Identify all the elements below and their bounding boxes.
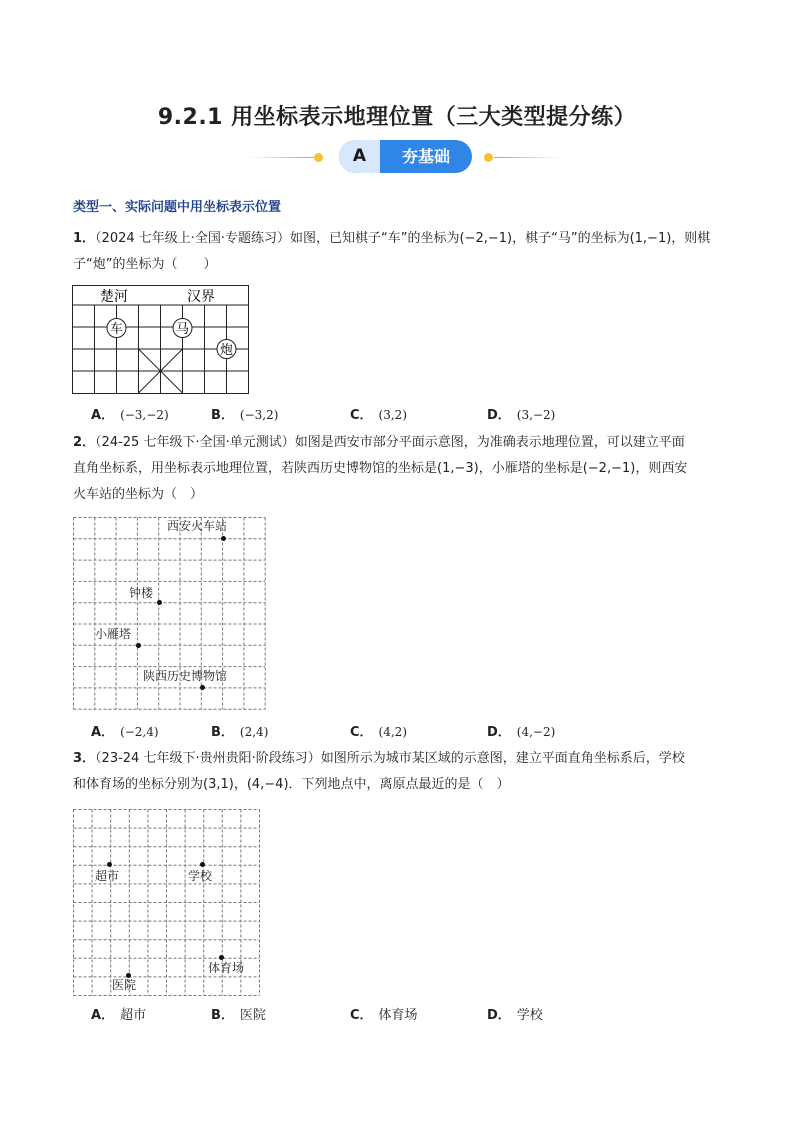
q3-option-b[interactable]: B． 医院	[211, 1008, 266, 1023]
page-title: 9.2.1 用坐标表示地理位置（三大类型提分练）	[157, 105, 637, 130]
chessboard-figure	[72, 285, 250, 397]
q3-option-c[interactable]: C． 体育场	[350, 1008, 418, 1023]
label-stadium: 体育场	[208, 961, 245, 975]
label-xian-station: 西安火车站	[167, 519, 228, 533]
label-supermarket: 超市	[95, 869, 120, 883]
point-school	[200, 862, 205, 867]
title-divider-right	[494, 157, 562, 158]
label-history-museum: 陕西历史博物馆	[143, 669, 228, 683]
q1-option-b[interactable]: B． (−3,2)	[211, 408, 279, 423]
q3-option-a[interactable]: A． 超市	[91, 1008, 147, 1023]
badge-letter: A	[339, 140, 380, 173]
point-xian-station	[221, 536, 226, 541]
question-line: 火车站的坐标为（ ）	[73, 487, 204, 502]
divider-dot-right	[484, 153, 493, 162]
piece-pao-label: 炮	[219, 343, 234, 358]
title-divider-left	[248, 157, 316, 158]
question-1	[73, 226, 723, 278]
label-school: 学校	[188, 869, 213, 883]
city-map-figure	[73, 809, 263, 997]
divider-dot-left	[314, 153, 323, 162]
q2-option-a[interactable]: A． (−2,4)	[91, 725, 159, 740]
xian-map-figure	[73, 517, 269, 711]
piece-ma	[173, 319, 192, 338]
piece-ma-label: 马	[175, 322, 190, 337]
piece-che-label: 车	[109, 322, 124, 337]
point-bell-tower	[157, 600, 162, 605]
point-history-museum	[200, 685, 205, 690]
piece-che	[107, 319, 126, 338]
q2-option-c[interactable]: C． (4,2)	[350, 725, 407, 740]
point-stadium	[219, 955, 224, 960]
badge-text: 夯基础	[401, 147, 450, 166]
question-line: 3．（23-24 七年级下·贵州贵阳·阶段练习）如图所示为城市某区域的示意图，建立平面直角坐标系后，学校	[73, 751, 685, 766]
label-small-goose-pagoda: 小雁塔	[95, 627, 132, 641]
q1-option-c[interactable]: C． (3,2)	[350, 408, 407, 423]
question-line: 2．（24-25 七年级下·全国·单元测试）如图是西安市部分平面示意图，为准确表示地理位置，可以建立平面	[73, 435, 685, 450]
q1-option-d[interactable]: D． (3,−2)	[487, 408, 556, 423]
question-3	[73, 746, 723, 798]
q3-option-d[interactable]: D． 学校	[487, 1008, 543, 1023]
label-hospital: 医院	[112, 978, 137, 992]
section-heading: 类型一、实际问题中用坐标表示位置	[73, 200, 282, 215]
label-bell-tower: 钟楼	[129, 586, 154, 600]
question-line: 直角坐标系，用坐标表示地理位置，若陕西历史博物馆的坐标是(1,−3)，小雁塔的坐标是(−2,−1)，则西安	[73, 461, 688, 476]
level-badge	[339, 140, 472, 173]
q2-option-d[interactable]: D． (4,−2)	[487, 725, 556, 740]
river-left-label: 楚河	[100, 289, 128, 305]
river-right-label: 汉界	[187, 289, 215, 305]
q1-option-a[interactable]: A． (−3,−2)	[91, 408, 169, 423]
point-supermarket	[107, 862, 112, 867]
question-2	[73, 430, 723, 508]
question-line: 1．（2024 七年级上·全国·专题练习）如图，已知棋子“车”的坐标为(−2,−1)，棋子“马”的坐标为(1,−1)，则棋	[73, 231, 711, 246]
piece-pao	[217, 340, 236, 359]
point-small-goose-pagoda	[136, 643, 141, 648]
q2-option-b[interactable]: B． (2,4)	[211, 725, 269, 740]
question-line: 和体育场的坐标分别为(3,1)，(4,−4)．下列地点中，离原点最近的是（ ）	[73, 777, 510, 792]
question-line: 子“炮”的坐标为（ ）	[73, 257, 217, 272]
